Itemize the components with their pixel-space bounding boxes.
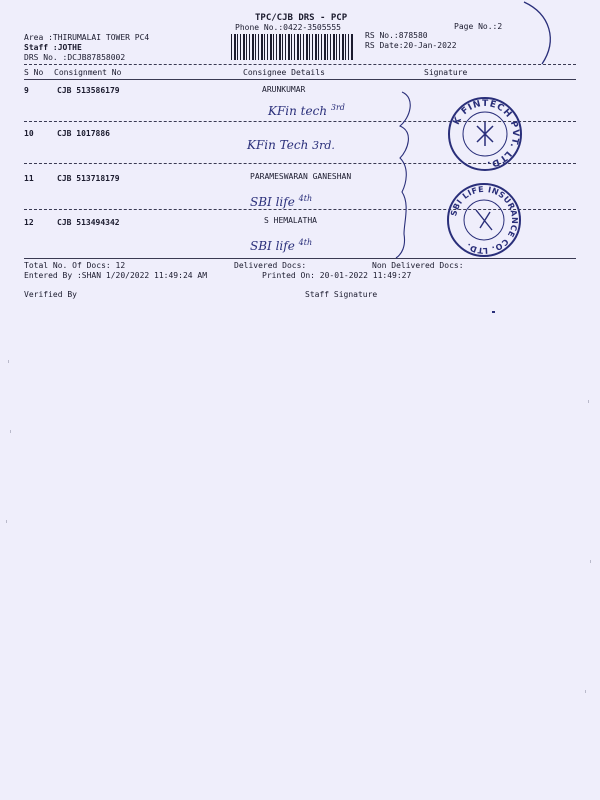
delivered-docs: Delivered Docs: — [234, 261, 307, 270]
svg-text:SBI LIFE INSURANCE CO. LTD.: SBI LIFE INSURANCE CO. LTD. — [449, 184, 520, 256]
drs-number: DRS No. :DCJB87858002 — [24, 53, 126, 62]
entered-by: Entered By :SHAN 1/20/2022 11:49:24 AM — [24, 271, 208, 280]
staff-field: Staff :JOTHE — [24, 43, 82, 52]
rs-number: RS No.:878580 — [365, 31, 428, 40]
scan-speck — [8, 360, 9, 363]
handwritten-receipt: KFin Tech 3rd. — [247, 138, 335, 152]
row-consignment: CJB 513718179 — [57, 174, 120, 183]
phone-number: Phone No.:0422-3505555 — [235, 23, 341, 32]
verified-by: Verified By — [24, 290, 77, 299]
col-sno: S No — [24, 68, 44, 77]
row-sno: 9 — [24, 86, 29, 95]
handwritten-receipt: SBI life $^{4th}$ — [250, 194, 313, 209]
sbi-life-stamp — [446, 182, 522, 258]
row-consignee: ARUNKUMAR — [262, 85, 306, 94]
row-sno: 12 — [24, 218, 34, 227]
corner-curve-mark — [520, 0, 560, 70]
row-consignment: CJB 513494342 — [57, 218, 120, 227]
scan-speck — [10, 430, 11, 433]
total-docs: Total No. Of Docs: 12 — [24, 261, 126, 270]
col-signature: Signature — [424, 68, 468, 77]
kfintech-stamp — [447, 96, 523, 172]
handwritten-receipt: KFin tech $^{3rd}$ — [268, 103, 345, 118]
header-separator — [24, 64, 576, 65]
rs-date: RS Date:20-Jan-2022 — [365, 41, 457, 50]
handwritten-brace — [380, 88, 420, 263]
printed-on: Printed On: 20-01-2022 11:49:27 — [262, 271, 412, 280]
page-number: Page No.:2 — [454, 22, 503, 31]
pen-dot — [492, 311, 495, 313]
non-delivered-docs: Non Delivered Docs: — [372, 261, 464, 270]
svg-text:K FINTECH PVT. LTD.: K FINTECH PVT. LTD. — [451, 98, 521, 170]
row-consignee: PARAMESWARAN GANESHAN — [250, 172, 352, 181]
document-title: TPC/CJB DRS - PCP — [255, 13, 348, 23]
col-consignment: Consignment No — [54, 68, 122, 77]
staff-signature: Staff Signature — [305, 290, 378, 299]
col-consignee: Consignee Details — [243, 68, 325, 77]
row-sno: 11 — [24, 174, 34, 183]
scan-speck — [590, 560, 591, 563]
table-bottom-separator — [24, 258, 576, 259]
barcode — [231, 34, 353, 60]
column-header-separator — [24, 79, 576, 80]
scan-speck — [585, 690, 586, 693]
row-consignment: CJB 513586179 — [57, 86, 120, 95]
handwritten-receipt: SBI life $^{4th}$ — [250, 238, 313, 253]
scan-speck — [588, 400, 589, 403]
area-field: Area :THIRUMALAI TOWER PC4 — [24, 33, 150, 42]
scan-speck — [6, 520, 7, 523]
row-sno: 10 — [24, 129, 34, 138]
row-consignment: CJB 1017886 — [57, 129, 110, 138]
row-consignee: S HEMALATHA — [264, 216, 317, 225]
